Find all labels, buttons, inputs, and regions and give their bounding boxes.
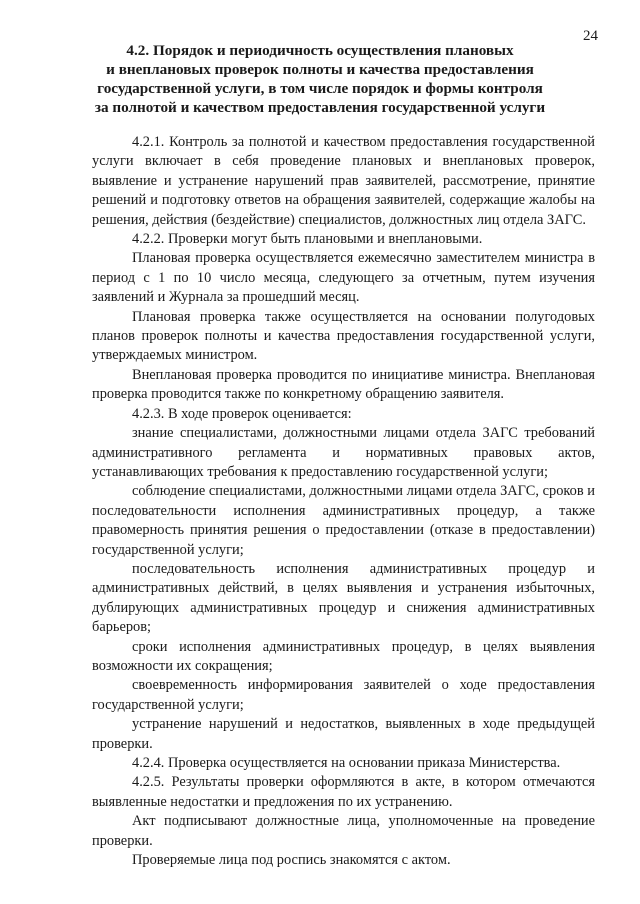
section-title-line: за полнотой и качеством предоставления государственной услуги — [94, 99, 546, 116]
paragraph: Проверяемые лица под роспись знакомятся с актом. — [132, 852, 451, 869]
paragraph: последовательность исполнения административных процедур и административных действий, в целях выявления и устранения избыточных, дублирующих административных процедур и снижения административных барьеров; — [92, 560, 595, 636]
paragraph: 4.2.3. В ходе проверок оценивается: — [132, 405, 352, 422]
section-title-line: государственной услуги, в том числе порядок и формы контроля — [97, 80, 543, 97]
paragraph: 4.2.1. Контроль за полнотой и качеством предоставления государственной услуги включает в себя проведение плановых и внеплановых проверок, выявление и устранение нарушений прав заявителей, рассмотрение, принятие решений и подготовку ответов на обращения заявителей, содержащие жалобы на решения, действия (бездействие) специалистов, должностных лиц отдела ЗАГС. — [92, 134, 595, 228]
paragraph: 4.2.5. Результаты проверки оформляются в акте, в котором отмечаются выявленные недостатки и предложения по их устранению. — [92, 774, 595, 810]
page-number: 24 — [583, 28, 598, 44]
paragraph: Акт подписывают должностные лица, уполномоченные на проведение проверки. — [92, 813, 595, 849]
paragraph: знание специалистами, должностными лицами отдела ЗАГС требований административного регламента и нормативных правовых актов, устанавливающих требования к предоставлению государственной услуги; — [92, 425, 595, 480]
paragraph: Плановая проверка осуществляется ежемесячно заместителем министра в период с 1 по 10 число месяца, следующего за отчетным, путем изучения заявлений и Журнала за прошедший месяц. — [92, 250, 595, 306]
paragraph: Внеплановая проверка проводится по инициативе министра. Внеплановая проверка проводится также по конкретному обращению заявителя. — [92, 366, 595, 403]
paragraph: Плановая проверка также осуществляется на основании полугодовых планов проверок полноты и качества предоставления государственной услуги, утверждаемых министром. — [92, 308, 595, 364]
paragraph: сроки исполнения административных процедур, в целях выявления возможности их сокращения; — [92, 638, 595, 674]
paragraph: 4.2.4. Проверка осуществляется на основании приказа Министерства. — [132, 755, 561, 771]
paragraph: устранение нарушений и недостатков, выявленных в ходе предыдущей проверки. — [92, 716, 595, 752]
section-title-line: 4.2. Порядок и периодичность осуществления плановых — [126, 42, 514, 59]
paragraph: 4.2.2. Проверки могут быть плановыми и внеплановыми. — [132, 231, 483, 248]
document-body — [92, 133, 595, 870]
paragraph: соблюдение специалистами, должностными лицами отдела ЗАГС, сроков и последовательности исполнения административных процедур, а также правомерность принятия решения о предоставлении (отказе в предоставлении) государственной услуги; — [92, 483, 595, 558]
section-title-line: и внеплановых проверок полноты и качества предоставления — [106, 61, 534, 78]
section-title — [60, 41, 580, 117]
paragraph: своевременность информирования заявителей о ходе предоставления государственной услуги; — [92, 677, 595, 713]
